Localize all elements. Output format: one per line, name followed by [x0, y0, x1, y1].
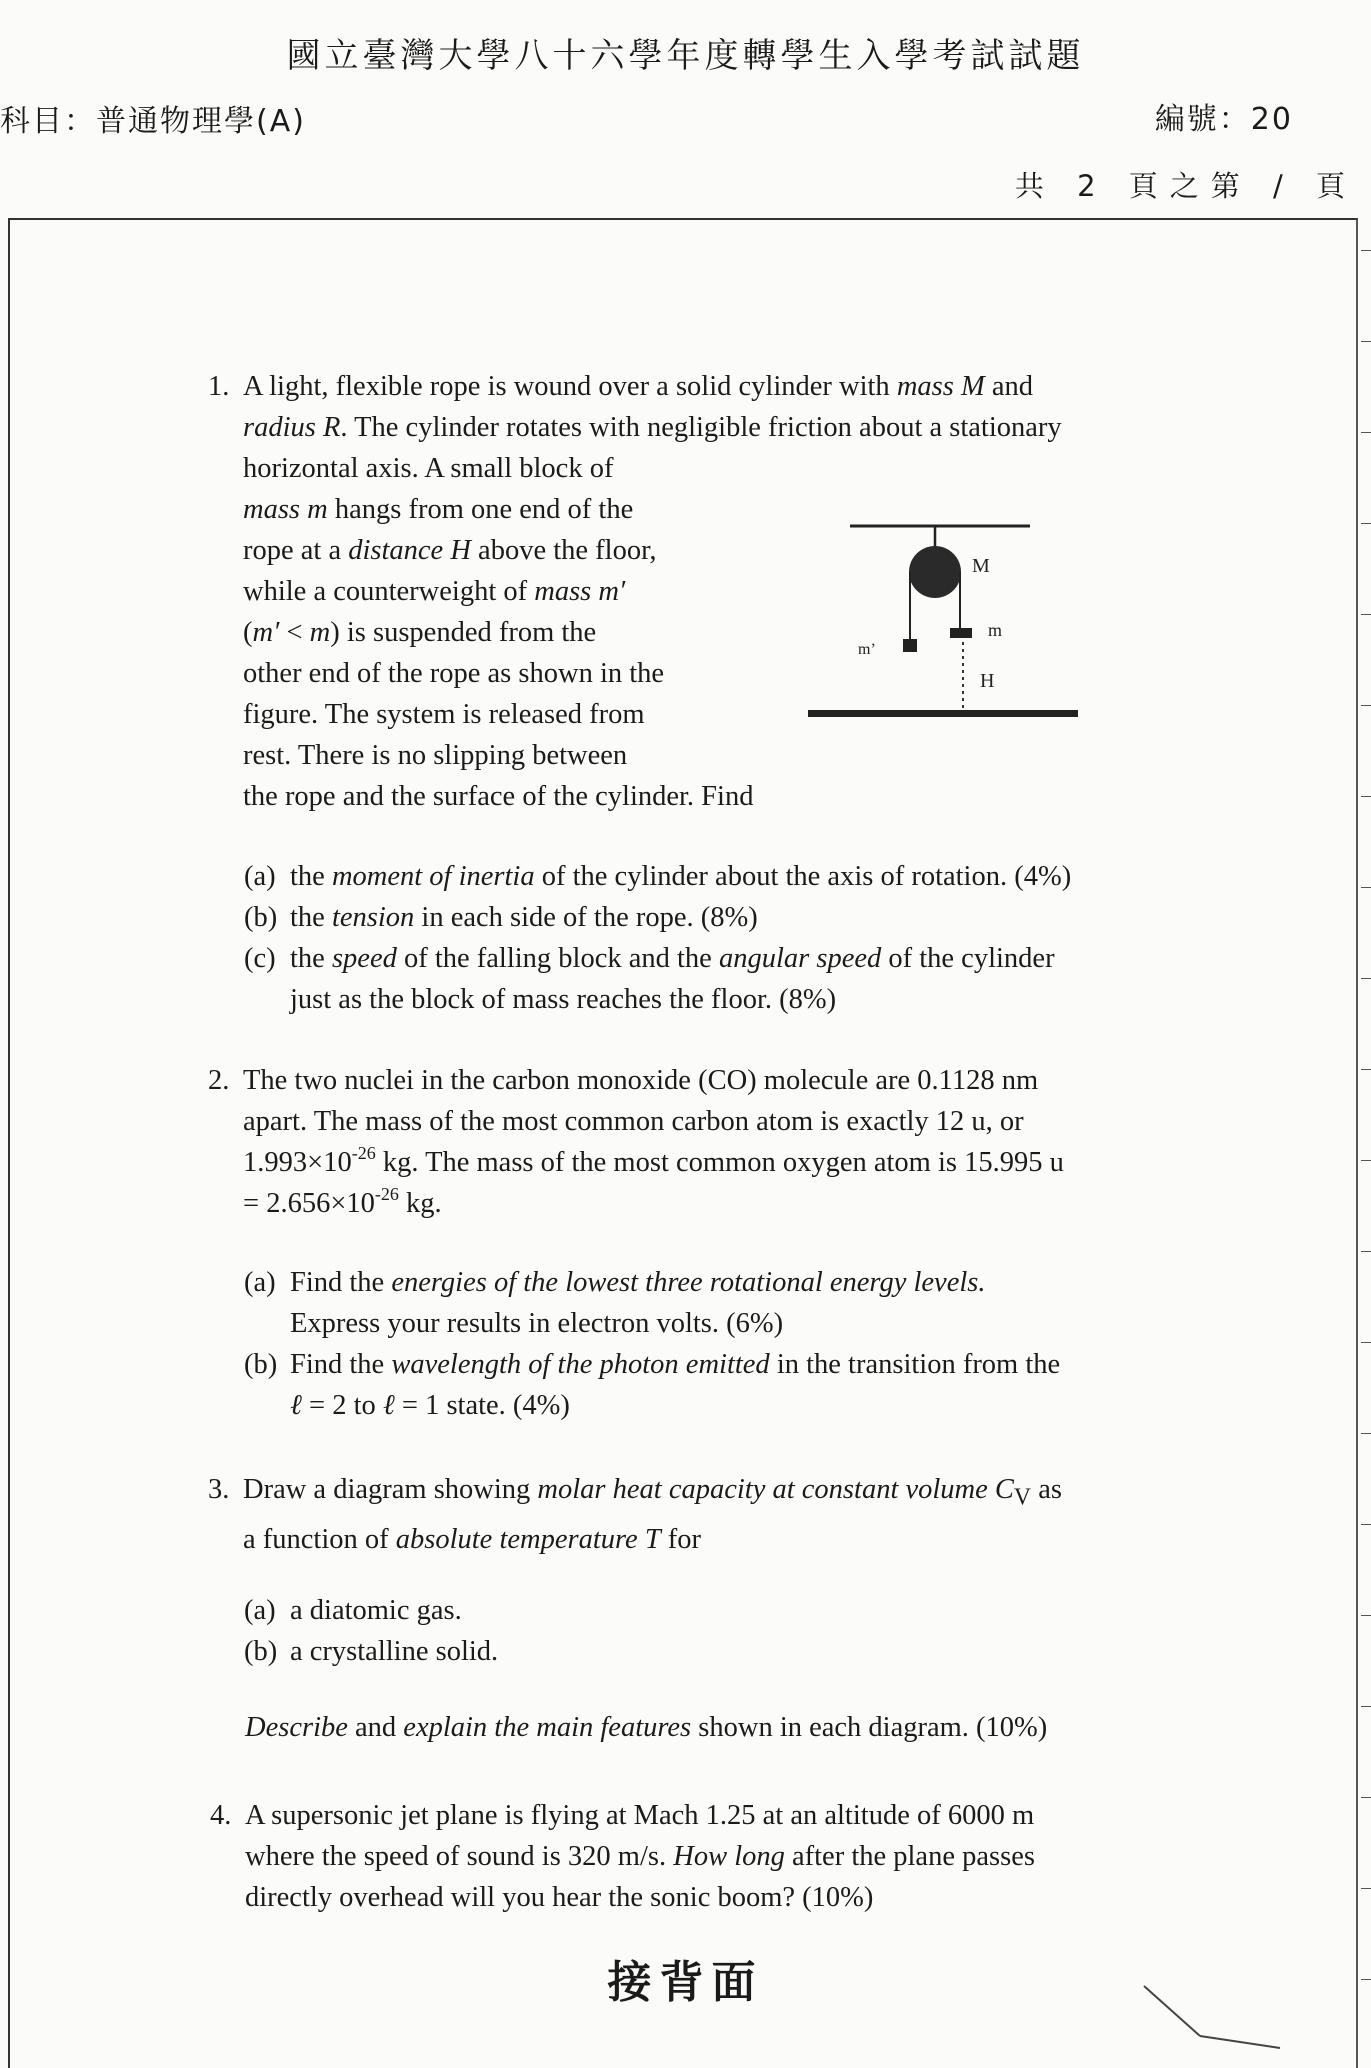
- text-line: a crystalline solid.: [290, 1636, 499, 1667]
- question-text: [245, 1795, 1035, 1918]
- sub-question: [244, 1262, 1060, 1344]
- text-line: rest. There is no slipping between: [243, 740, 628, 771]
- margin-tick: [1361, 887, 1371, 888]
- exam-title: 國立臺灣大學八十六學年度轉學生入學考試試題: [286, 36, 1085, 76]
- label-mprime: m’: [858, 641, 876, 658]
- text-line: where the speed of sound is 320 m/s. How long after the plane passes: [245, 1841, 1035, 1872]
- text-line: $1.993\times 10^{-26}$ kg. The mass of the most common oxygen atom is 15.995 u: [243, 1143, 1064, 1178]
- label-M: M: [972, 555, 990, 577]
- text-line: the rope and the surface of the cylinder. Find: [243, 781, 754, 812]
- question-1-parts: [244, 856, 1072, 1020]
- margin-tick: [1361, 1524, 1371, 1525]
- sub-question-label: (a): [244, 1267, 276, 1298]
- text-line: horizontal axis. A small block of: [243, 453, 614, 484]
- text-line: The two nuclei in the carbon monoxide (CO) molecule are 0.1128 nm: [243, 1065, 1039, 1096]
- question-number: 3.: [208, 1474, 230, 1505]
- question-number: 1.: [208, 371, 230, 402]
- margin-tick: [1361, 978, 1371, 979]
- text-line: (m′ < m) is suspended from the: [243, 617, 597, 648]
- margin-tick: [1361, 1433, 1371, 1434]
- text-line: A supersonic jet plane is flying at Mach 1.25 at an altitude of 6000 m: [245, 1800, 1035, 1831]
- label-H: H: [980, 670, 995, 692]
- question-text: [243, 1469, 1062, 1560]
- text-line: figure. The system is released from: [243, 699, 645, 730]
- text-line: A light, flexible rope is wound over a solid cylinder with mass M and: [243, 371, 1033, 402]
- floor: [808, 710, 1078, 717]
- text-line: a diatomic gas.: [290, 1595, 462, 1626]
- text-line: just as the block of mass reaches the floor. (8%): [290, 984, 837, 1015]
- text-line: ℓ = 2 to ℓ = 1 state. (4%): [290, 1390, 570, 1421]
- text-line: a function of absolute temperature T for: [243, 1523, 702, 1555]
- question-3: [208, 1469, 1062, 1560]
- margin-tick: [1361, 1251, 1371, 1252]
- subject-label: 科目：普通物理學(A): [0, 104, 306, 139]
- text-line: mass m hangs from one end of the: [243, 494, 634, 525]
- margin-tick: [1361, 1069, 1371, 1070]
- sub-question-label: (b): [244, 902, 278, 933]
- margin-ticks: [1355, 230, 1371, 2050]
- text-line: the speed of the falling block and the angular speed of the cylinder: [290, 943, 1055, 974]
- sub-question: [244, 938, 1071, 1020]
- question-2-parts: [244, 1262, 1061, 1426]
- corner-pen-mark: [1140, 1982, 1290, 2056]
- text-line: the moment of inertia of the cylinder about the axis of rotation. (4%): [290, 861, 1072, 892]
- text-line: while a counterweight of mass m′: [243, 576, 626, 607]
- text-line: other end of the rope as shown in the: [243, 658, 665, 689]
- margin-tick: [1361, 432, 1371, 433]
- question-4: [210, 1795, 1035, 1918]
- text-line: Find the wavelength of the photon emitted in the transition from the: [290, 1349, 1061, 1380]
- continue-on-back: 接背面: [607, 1957, 764, 2008]
- question-3-note: [245, 1712, 1047, 1744]
- sub-question: [244, 1631, 499, 1672]
- margin-tick: [1361, 614, 1371, 615]
- sub-question: [244, 897, 1071, 938]
- pulley-figure: [800, 512, 1090, 732]
- text-line: rope at a distance H above the floor,: [243, 535, 657, 566]
- label-m: m: [988, 620, 1003, 640]
- margin-tick: [1361, 523, 1371, 524]
- question-number: 2.: [208, 1065, 230, 1096]
- text-line: Draw a diagram showing molar heat capacity at constant volume $C_V$ as: [243, 1474, 1062, 1511]
- margin-tick: [1361, 1160, 1371, 1161]
- text-line: the tension in each side of the rope. (8%): [290, 902, 758, 933]
- text-line: directly overhead will you hear the sonic boom? (10%): [245, 1882, 874, 1913]
- margin-tick: [1361, 1888, 1371, 1889]
- sub-question-label: (b): [244, 1636, 278, 1667]
- margin-tick: [1361, 796, 1371, 797]
- sub-question: [244, 1344, 1061, 1426]
- sub-question-label: (b): [244, 1349, 278, 1380]
- text-line: Express your results in electron volts. (6%): [290, 1308, 784, 1339]
- text-line: apart. The mass of the most common carbon atom is exactly 12 u, or: [243, 1106, 1024, 1137]
- margin-tick: [1361, 341, 1371, 342]
- page-indicator: 共 2 頁之第 / 頁: [1014, 169, 1357, 203]
- question-3-parts: [244, 1590, 499, 1672]
- text-line: radius R. The cylinder rotates with negligible friction about a stationary: [243, 412, 1062, 443]
- text-line: Find the energies of the lowest three rotational energy levels.: [290, 1267, 986, 1298]
- margin-tick: [1361, 1797, 1371, 1798]
- sub-question-label: (c): [244, 943, 276, 974]
- margin-tick: [1361, 250, 1371, 251]
- cylinder: [909, 546, 961, 598]
- margin-tick: [1361, 1342, 1371, 1343]
- question-2: [208, 1060, 1064, 1224]
- text-line: Describe and explain the main features shown in each diagram. (10%): [245, 1712, 1048, 1743]
- block-m: [950, 628, 972, 638]
- sub-question: [244, 856, 1072, 897]
- question-text: [243, 1060, 1064, 1224]
- counterweight-block: [903, 639, 917, 652]
- exam-code: 編號：20: [1154, 102, 1293, 137]
- sub-question-label: (a): [244, 861, 276, 892]
- sub-question: [244, 1590, 498, 1631]
- sub-question-label: (a): [244, 1595, 276, 1626]
- margin-tick: [1361, 705, 1371, 706]
- margin-tick: [1361, 1615, 1371, 1616]
- margin-tick: [1361, 1706, 1371, 1707]
- text-line: = $2.656\times 10^{-26}$ kg.: [243, 1184, 442, 1219]
- question-number: 4.: [210, 1800, 232, 1831]
